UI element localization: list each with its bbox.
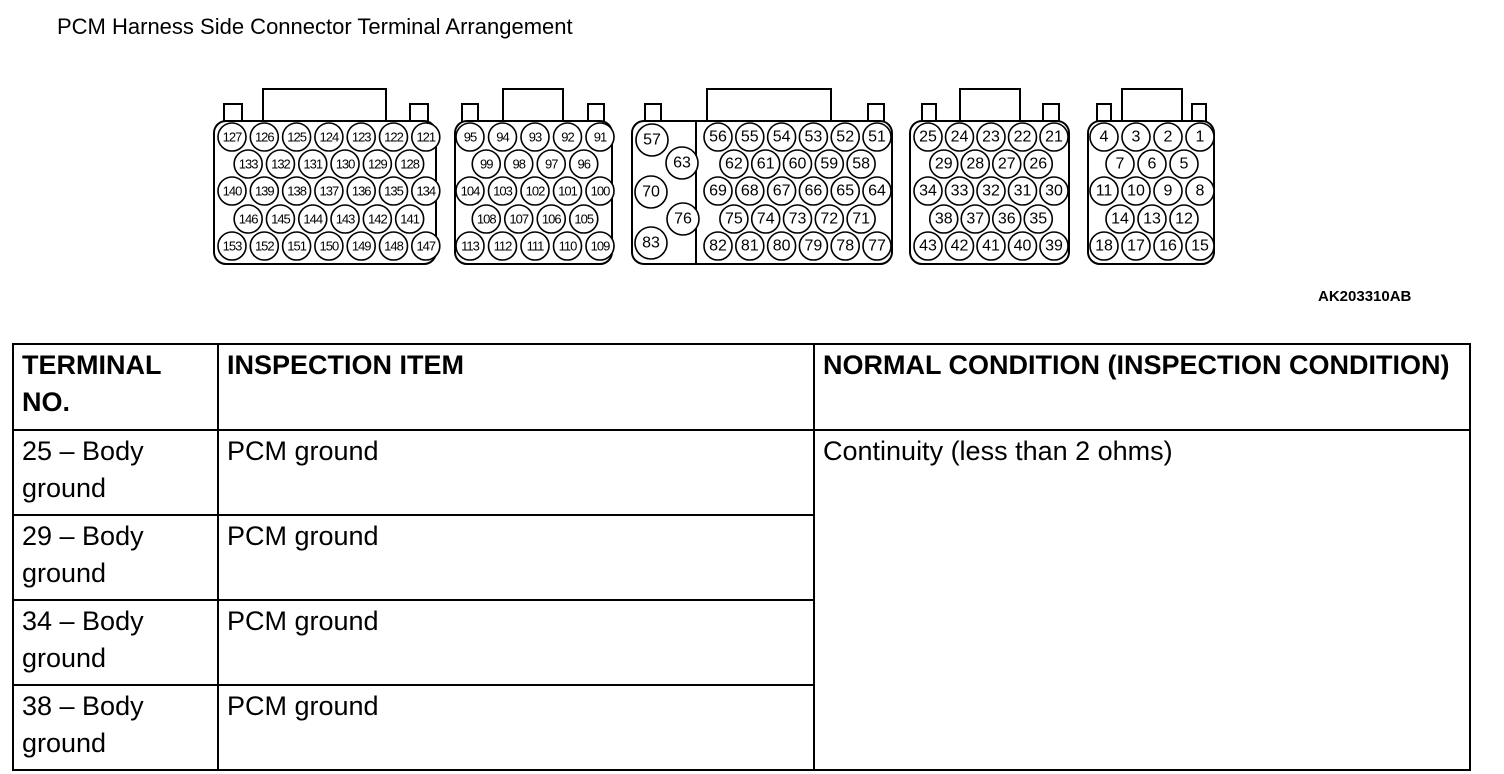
svg-text:1: 1 <box>1195 128 1205 146</box>
svg-text:43: 43 <box>919 237 937 255</box>
svg-text:71: 71 <box>852 210 870 228</box>
svg-text:101: 101 <box>558 183 577 199</box>
terminal-141 <box>396 205 424 233</box>
svg-text:139: 139 <box>254 183 274 199</box>
svg-text:81: 81 <box>740 237 759 255</box>
terminal-92 <box>554 123 582 151</box>
svg-text:135: 135 <box>384 183 403 199</box>
terminal-12 <box>1170 205 1198 233</box>
svg-text:17: 17 <box>1127 237 1145 255</box>
svg-text:6: 6 <box>1147 155 1157 173</box>
terminal-150 <box>315 232 343 260</box>
terminal-126 <box>250 123 278 151</box>
terminal-104 <box>456 177 484 205</box>
terminal-25 <box>914 123 942 151</box>
terminal-62 <box>720 150 748 178</box>
svg-text:29: 29 <box>934 155 953 173</box>
connector-91-113 <box>455 89 614 264</box>
svg-text:113: 113 <box>461 238 479 254</box>
terminal-76 <box>667 203 699 235</box>
svg-text:143: 143 <box>335 211 355 227</box>
terminal-77 <box>863 232 891 260</box>
terminal-53 <box>799 123 827 151</box>
svg-text:92: 92 <box>561 129 574 145</box>
terminal-79 <box>799 232 827 260</box>
svg-text:103: 103 <box>493 183 512 199</box>
svg-text:7: 7 <box>1115 155 1125 173</box>
svg-text:4: 4 <box>1099 128 1109 146</box>
svg-text:138: 138 <box>287 183 306 199</box>
svg-text:68: 68 <box>740 182 759 200</box>
svg-text:130: 130 <box>335 156 355 172</box>
terminal-144 <box>299 205 327 233</box>
terminal-71 <box>847 205 875 233</box>
terminal-137 <box>315 177 343 205</box>
svg-text:77: 77 <box>868 237 886 255</box>
terminal-18 <box>1090 232 1118 260</box>
terminal-21 <box>1040 123 1068 151</box>
table-header-row <box>13 344 1470 430</box>
svg-text:106: 106 <box>541 211 561 227</box>
terminal-83 <box>635 227 667 259</box>
terminal-121 <box>412 123 440 151</box>
terminal-97 <box>537 150 565 178</box>
terminal-102 <box>521 177 549 205</box>
svg-text:42: 42 <box>950 237 969 255</box>
svg-text:56: 56 <box>709 128 727 146</box>
svg-text:80: 80 <box>772 237 791 255</box>
terminal-110 <box>554 232 582 260</box>
inspection-item-cell: PCM ground <box>218 515 814 600</box>
svg-text:78: 78 <box>836 237 855 255</box>
svg-text:127: 127 <box>222 129 242 145</box>
terminal-6 <box>1138 150 1166 178</box>
svg-text:131: 131 <box>303 156 323 172</box>
svg-text:60: 60 <box>788 155 807 173</box>
inspection-item-cell: PCM ground <box>218 685 814 770</box>
terminal-82 <box>704 232 732 260</box>
terminal-cell: 25 – Body ground <box>13 430 218 515</box>
terminal-95 <box>456 123 484 151</box>
terminal-11 <box>1090 177 1118 205</box>
svg-text:59: 59 <box>820 155 839 173</box>
svg-text:25: 25 <box>919 128 937 146</box>
svg-text:96: 96 <box>577 156 590 172</box>
terminal-58 <box>847 150 875 178</box>
terminal-132 <box>266 150 294 178</box>
svg-text:41: 41 <box>982 237 1000 255</box>
svg-text:112: 112 <box>493 238 512 254</box>
terminal-39 <box>1040 232 1068 260</box>
terminal-135 <box>380 177 408 205</box>
terminal-59 <box>815 150 843 178</box>
terminal-130 <box>331 150 359 178</box>
terminal-64 <box>863 177 891 205</box>
header-terminal-no: TERMINAL NO. <box>13 344 218 430</box>
connector-21-43 <box>910 89 1069 264</box>
normal-condition-cell: Continuity (less than 2 ohms) <box>814 430 1470 770</box>
svg-text:93: 93 <box>528 129 542 145</box>
svg-text:83: 83 <box>642 234 660 252</box>
svg-text:122: 122 <box>384 129 403 145</box>
terminal-107 <box>505 205 533 233</box>
svg-text:65: 65 <box>836 182 855 200</box>
terminal-15 <box>1186 232 1214 260</box>
terminal-129 <box>363 150 391 178</box>
terminal-112 <box>489 232 517 260</box>
terminal-9 <box>1154 177 1182 205</box>
terminal-63 <box>666 147 698 179</box>
svg-text:39: 39 <box>1045 237 1063 255</box>
terminal-14 <box>1106 205 1134 233</box>
terminal-26 <box>1024 150 1052 178</box>
svg-text:104: 104 <box>460 183 480 199</box>
figure-code: AK203310AB <box>1318 288 1412 305</box>
terminal-60 <box>784 150 812 178</box>
svg-text:129: 129 <box>367 156 387 172</box>
svg-text:132: 132 <box>271 156 290 172</box>
svg-text:121: 121 <box>416 129 436 145</box>
svg-text:10: 10 <box>1127 182 1145 200</box>
svg-text:69: 69 <box>709 182 727 200</box>
svg-text:51: 51 <box>868 128 886 146</box>
svg-text:23: 23 <box>982 128 1000 146</box>
terminal-56 <box>704 123 732 151</box>
terminal-40 <box>1009 232 1037 260</box>
svg-text:153: 153 <box>222 238 242 254</box>
connector-diagram <box>0 0 1504 320</box>
svg-text:137: 137 <box>319 183 339 199</box>
svg-text:125: 125 <box>287 129 306 145</box>
terminal-127 <box>218 123 246 151</box>
svg-text:100: 100 <box>590 183 610 199</box>
svg-text:32: 32 <box>982 182 1000 200</box>
terminal-80 <box>768 232 796 260</box>
svg-text:105: 105 <box>574 211 594 227</box>
svg-text:12: 12 <box>1175 210 1193 228</box>
terminal-34 <box>914 177 942 205</box>
terminal-23 <box>977 123 1005 151</box>
svg-text:111: 111 <box>526 238 544 254</box>
svg-text:74: 74 <box>756 210 775 228</box>
terminal-146 <box>234 205 262 233</box>
svg-text:128: 128 <box>400 156 420 172</box>
svg-text:34: 34 <box>919 182 937 200</box>
terminal-22 <box>1009 123 1037 151</box>
terminal-72 <box>815 205 843 233</box>
terminal-98 <box>505 150 533 178</box>
svg-text:11: 11 <box>1095 182 1113 200</box>
svg-text:98: 98 <box>512 156 525 172</box>
svg-text:8: 8 <box>1195 182 1205 200</box>
svg-text:150: 150 <box>319 238 339 254</box>
terminal-151 <box>283 232 311 260</box>
terminal-4 <box>1090 123 1118 151</box>
svg-text:123: 123 <box>351 129 371 145</box>
terminal-51 <box>863 123 891 151</box>
terminal-96 <box>570 150 598 178</box>
terminal-16 <box>1154 232 1182 260</box>
terminal-103 <box>489 177 517 205</box>
terminal-55 <box>736 123 764 151</box>
terminal-123 <box>347 123 375 151</box>
svg-text:54: 54 <box>772 128 791 146</box>
terminal-cell: 38 – Body ground <box>13 685 218 770</box>
terminal-5 <box>1170 150 1198 178</box>
connector-121-153 <box>214 89 440 264</box>
terminal-73 <box>784 205 812 233</box>
svg-text:37: 37 <box>966 210 985 228</box>
terminal-67 <box>768 177 796 205</box>
terminal-75 <box>720 205 748 233</box>
terminal-43 <box>914 232 942 260</box>
terminal-133 <box>234 150 262 178</box>
terminal-35 <box>1024 205 1052 233</box>
terminal-33 <box>946 177 974 205</box>
terminal-27 <box>993 150 1021 178</box>
terminal-31 <box>1009 177 1037 205</box>
svg-text:148: 148 <box>384 238 403 254</box>
svg-text:133: 133 <box>238 156 258 172</box>
terminal-124 <box>315 123 343 151</box>
svg-text:142: 142 <box>367 211 387 227</box>
terminal-10 <box>1122 177 1150 205</box>
terminal-100 <box>586 177 614 205</box>
svg-text:145: 145 <box>271 211 290 227</box>
terminal-140 <box>218 177 246 205</box>
svg-text:73: 73 <box>788 210 807 228</box>
header-normal-condition: NORMAL CONDITION (INSPECTION CONDITION) <box>814 344 1470 430</box>
terminal-36 <box>993 205 1021 233</box>
terminal-1 <box>1186 123 1214 151</box>
svg-text:126: 126 <box>254 129 274 145</box>
svg-text:14: 14 <box>1111 210 1129 228</box>
svg-text:95: 95 <box>463 129 477 145</box>
terminal-cell: 29 – Body ground <box>13 515 218 600</box>
svg-text:13: 13 <box>1143 210 1161 228</box>
terminal-70 <box>635 176 667 208</box>
terminal-91 <box>586 123 614 151</box>
terminal-65 <box>831 177 859 205</box>
svg-text:72: 72 <box>820 210 839 228</box>
svg-text:134: 134 <box>416 183 436 199</box>
terminal-111 <box>521 232 549 260</box>
terminal-145 <box>266 205 294 233</box>
svg-text:62: 62 <box>725 155 743 173</box>
svg-text:109: 109 <box>590 238 610 254</box>
terminal-74 <box>752 205 780 233</box>
svg-text:33: 33 <box>950 182 969 200</box>
terminal-54 <box>768 123 796 151</box>
svg-text:149: 149 <box>351 238 371 254</box>
terminal-139 <box>250 177 278 205</box>
svg-text:52: 52 <box>836 128 855 146</box>
terminal-99 <box>472 150 500 178</box>
svg-text:108: 108 <box>476 211 496 227</box>
svg-text:140: 140 <box>222 183 242 199</box>
terminal-30 <box>1040 177 1068 205</box>
svg-text:102: 102 <box>525 183 545 199</box>
terminal-101 <box>554 177 582 205</box>
terminal-38 <box>930 205 958 233</box>
terminal-152 <box>250 232 278 260</box>
svg-text:79: 79 <box>804 237 823 255</box>
svg-text:82: 82 <box>709 237 727 255</box>
svg-text:3: 3 <box>1131 128 1141 146</box>
diagram-title: PCM Harness Side Connector Terminal Arrangement <box>57 14 573 39</box>
terminal-106 <box>537 205 565 233</box>
terminal-cell: 34 – Body ground <box>13 600 218 685</box>
terminal-153 <box>218 232 246 260</box>
terminal-29 <box>930 150 958 178</box>
terminal-32 <box>977 177 1005 205</box>
svg-text:53: 53 <box>804 128 823 146</box>
svg-text:57: 57 <box>643 131 661 149</box>
svg-text:76: 76 <box>674 210 692 228</box>
inspection-table <box>12 343 1471 771</box>
svg-text:152: 152 <box>254 238 274 254</box>
svg-text:67: 67 <box>772 182 791 200</box>
svg-text:75: 75 <box>725 210 743 228</box>
svg-text:144: 144 <box>303 211 323 227</box>
terminal-69 <box>704 177 732 205</box>
terminal-128 <box>396 150 424 178</box>
svg-text:136: 136 <box>351 183 371 199</box>
terminal-8 <box>1186 177 1214 205</box>
terminal-105 <box>570 205 598 233</box>
connector-1-18 <box>1088 89 1214 264</box>
svg-text:27: 27 <box>997 155 1016 173</box>
inspection-item-cell: PCM ground <box>218 600 814 685</box>
terminal-41 <box>977 232 1005 260</box>
connector-51-83 <box>632 89 892 264</box>
svg-text:35: 35 <box>1029 210 1048 228</box>
svg-text:30: 30 <box>1045 182 1063 200</box>
terminal-57 <box>636 124 668 156</box>
header-inspection-item: INSPECTION ITEM <box>218 344 814 430</box>
terminal-68 <box>736 177 764 205</box>
svg-text:16: 16 <box>1159 237 1177 255</box>
svg-text:70: 70 <box>642 183 660 201</box>
terminal-13 <box>1138 205 1166 233</box>
terminal-136 <box>347 177 375 205</box>
svg-text:40: 40 <box>1013 237 1032 255</box>
terminal-3 <box>1122 123 1150 151</box>
svg-text:151: 151 <box>287 238 306 254</box>
svg-text:28: 28 <box>966 155 985 173</box>
terminal-81 <box>736 232 764 260</box>
svg-text:97: 97 <box>545 156 558 172</box>
terminal-66 <box>799 177 827 205</box>
terminal-93 <box>521 123 549 151</box>
svg-text:24: 24 <box>950 128 969 146</box>
terminal-108 <box>472 205 500 233</box>
svg-text:147: 147 <box>416 238 436 254</box>
svg-text:110: 110 <box>558 238 577 254</box>
terminal-125 <box>283 123 311 151</box>
terminal-131 <box>299 150 327 178</box>
terminal-61 <box>752 150 780 178</box>
svg-text:61: 61 <box>756 155 775 173</box>
svg-text:36: 36 <box>997 210 1016 228</box>
terminal-122 <box>380 123 408 151</box>
svg-text:64: 64 <box>868 182 886 200</box>
terminal-138 <box>283 177 311 205</box>
table-row <box>13 430 1470 515</box>
inspection-item-cell: PCM ground <box>218 430 814 515</box>
terminal-113 <box>456 232 484 260</box>
terminal-149 <box>347 232 375 260</box>
svg-text:107: 107 <box>509 211 529 227</box>
svg-text:22: 22 <box>1013 128 1032 146</box>
svg-text:146: 146 <box>238 211 258 227</box>
svg-text:141: 141 <box>400 211 420 227</box>
svg-text:91: 91 <box>593 129 607 145</box>
svg-text:21: 21 <box>1045 128 1063 146</box>
svg-text:124: 124 <box>319 129 339 145</box>
svg-text:2: 2 <box>1163 128 1173 146</box>
terminal-37 <box>961 205 989 233</box>
svg-text:15: 15 <box>1191 237 1209 255</box>
terminal-42 <box>946 232 974 260</box>
svg-text:31: 31 <box>1013 182 1032 200</box>
terminal-142 <box>363 205 391 233</box>
terminal-52 <box>831 123 859 151</box>
svg-text:55: 55 <box>740 128 759 146</box>
svg-text:18: 18 <box>1095 237 1113 255</box>
terminal-143 <box>331 205 359 233</box>
terminal-134 <box>412 177 440 205</box>
terminal-78 <box>831 232 859 260</box>
svg-text:9: 9 <box>1163 182 1173 200</box>
terminal-2 <box>1154 123 1182 151</box>
terminal-24 <box>946 123 974 151</box>
terminal-94 <box>489 123 517 151</box>
svg-text:94: 94 <box>496 129 509 145</box>
terminal-109 <box>586 232 614 260</box>
svg-text:66: 66 <box>804 182 823 200</box>
svg-text:38: 38 <box>934 210 953 228</box>
terminal-28 <box>961 150 989 178</box>
terminal-147 <box>412 232 440 260</box>
svg-text:26: 26 <box>1029 155 1048 173</box>
terminal-7 <box>1106 150 1134 178</box>
svg-text:5: 5 <box>1179 155 1189 173</box>
svg-text:63: 63 <box>673 154 691 172</box>
svg-text:58: 58 <box>852 155 870 173</box>
svg-text:99: 99 <box>480 156 493 172</box>
terminal-148 <box>380 232 408 260</box>
terminal-17 <box>1122 232 1150 260</box>
